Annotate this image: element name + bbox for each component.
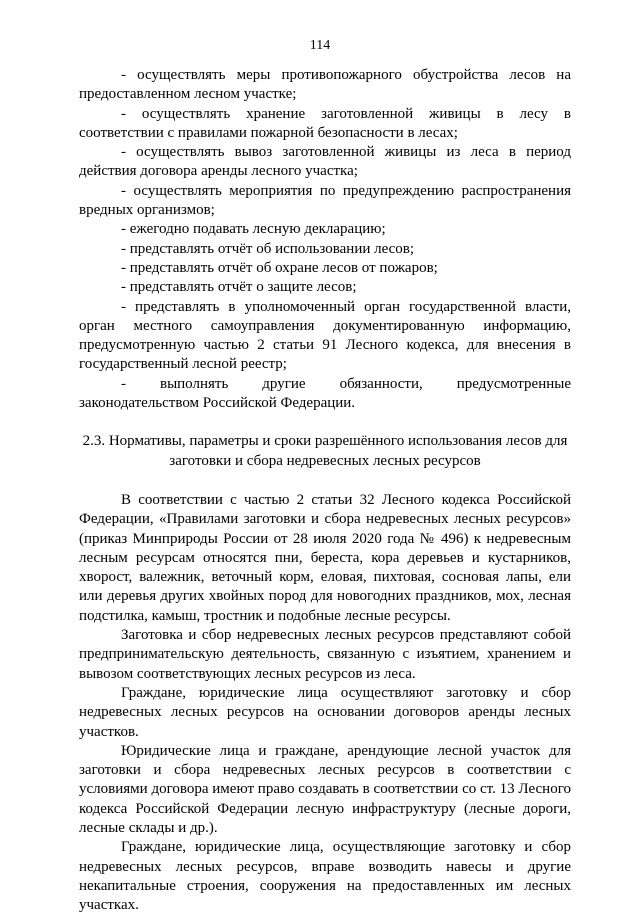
paragraph: Заготовка и сбор недревесных лесных ресурсов представляют собой предпринимательскую деятельность, связанную с изъятием, хранением и вывозом соответствующих лесных ресурсов из леса. [79, 627, 571, 682]
list-item: - осуществлять вывоз заготовленной живицы из леса в период действия договора аренды лесного участка; [79, 144, 571, 180]
list-item: - осуществлять мероприятия по предупреждению распространения вредных организмов; [79, 182, 571, 219]
section-heading: 2.3. Нормативы, параметры и сроки разрешённого использования лесов для заготовки и сбора недревесных лесных ресурсов [82, 433, 568, 469]
section-body [79, 491, 571, 915]
list-item: - ежегодно подавать лесную декларацию; [121, 221, 386, 238]
list-item: - осуществлять хранение заготовленной живицы в лесу в соответствии с правилами пожарной безопасности в лесах; [79, 105, 571, 141]
list-item: - осуществлять меры противопожарного обустройства лесов на предоставленном лесном участке; [79, 67, 571, 103]
list-item: - представлять отчёт об использовании лесов; [121, 240, 415, 257]
paragraph: Граждане, юридические лица, осуществляющие заготовку и сбор недревесных лесных ресурсов, вправе возводить навесы и другие некапитальные строения, сооружения на предоставленных им лесных участках. [79, 839, 571, 914]
list-item: - представлять в уполномоченный орган государственной власти, орган местного самоуправления документированную информацию, предусмотренную частью 2 статьи 91 Лесного кодекса, для внесения в государственный лесной реестр; [79, 298, 571, 373]
list-item: - представлять отчёт об охране лесов от пожаров; [121, 259, 438, 276]
obligations-list [79, 66, 571, 413]
page-number: 114 [309, 38, 331, 53]
paragraph: В соответствии с частью 2 статьи 32 Лесного кодекса Российской Федерации, «Правилами заготовки и сбора недревесных лесных ресурсов» (приказ Минприроды России от 28 июля 2020 года № 496) к недревесным лесным ресурсам относятся пни, береста, кора деревьев и кустарников, хворост, валежник, веточный корм, еловая, пихтовая, сосновая лапы, ели или деревья других хвойных пород для новогодних праздников, мох, лесная подстилка, камыш, тростник и подобные лесные ресурсы. [79, 491, 571, 624]
document-body [79, 66, 571, 915]
list-item: - выполнять другие обязанности, предусмотренные законодательством Российской Федерации. [79, 375, 571, 412]
paragraph: Юридические лица и граждане, арендующие лесной участок для заготовки и сбора недревесных лесных ресурсов в соответствии с условиями договора имеют право создавать в соответствии со ст. 13 Лесного кодекса Российской Федерации лесную инфраструктуру (лесные дороги, лесные склады и др.). [79, 742, 571, 836]
paragraph: Граждане, юридические лица осуществляют заготовку и сбор недревесных лесных ресурсов на основании договоров аренды лесных участков. [79, 684, 571, 740]
list-item: - представлять отчёт о защите лесов; [121, 279, 357, 296]
